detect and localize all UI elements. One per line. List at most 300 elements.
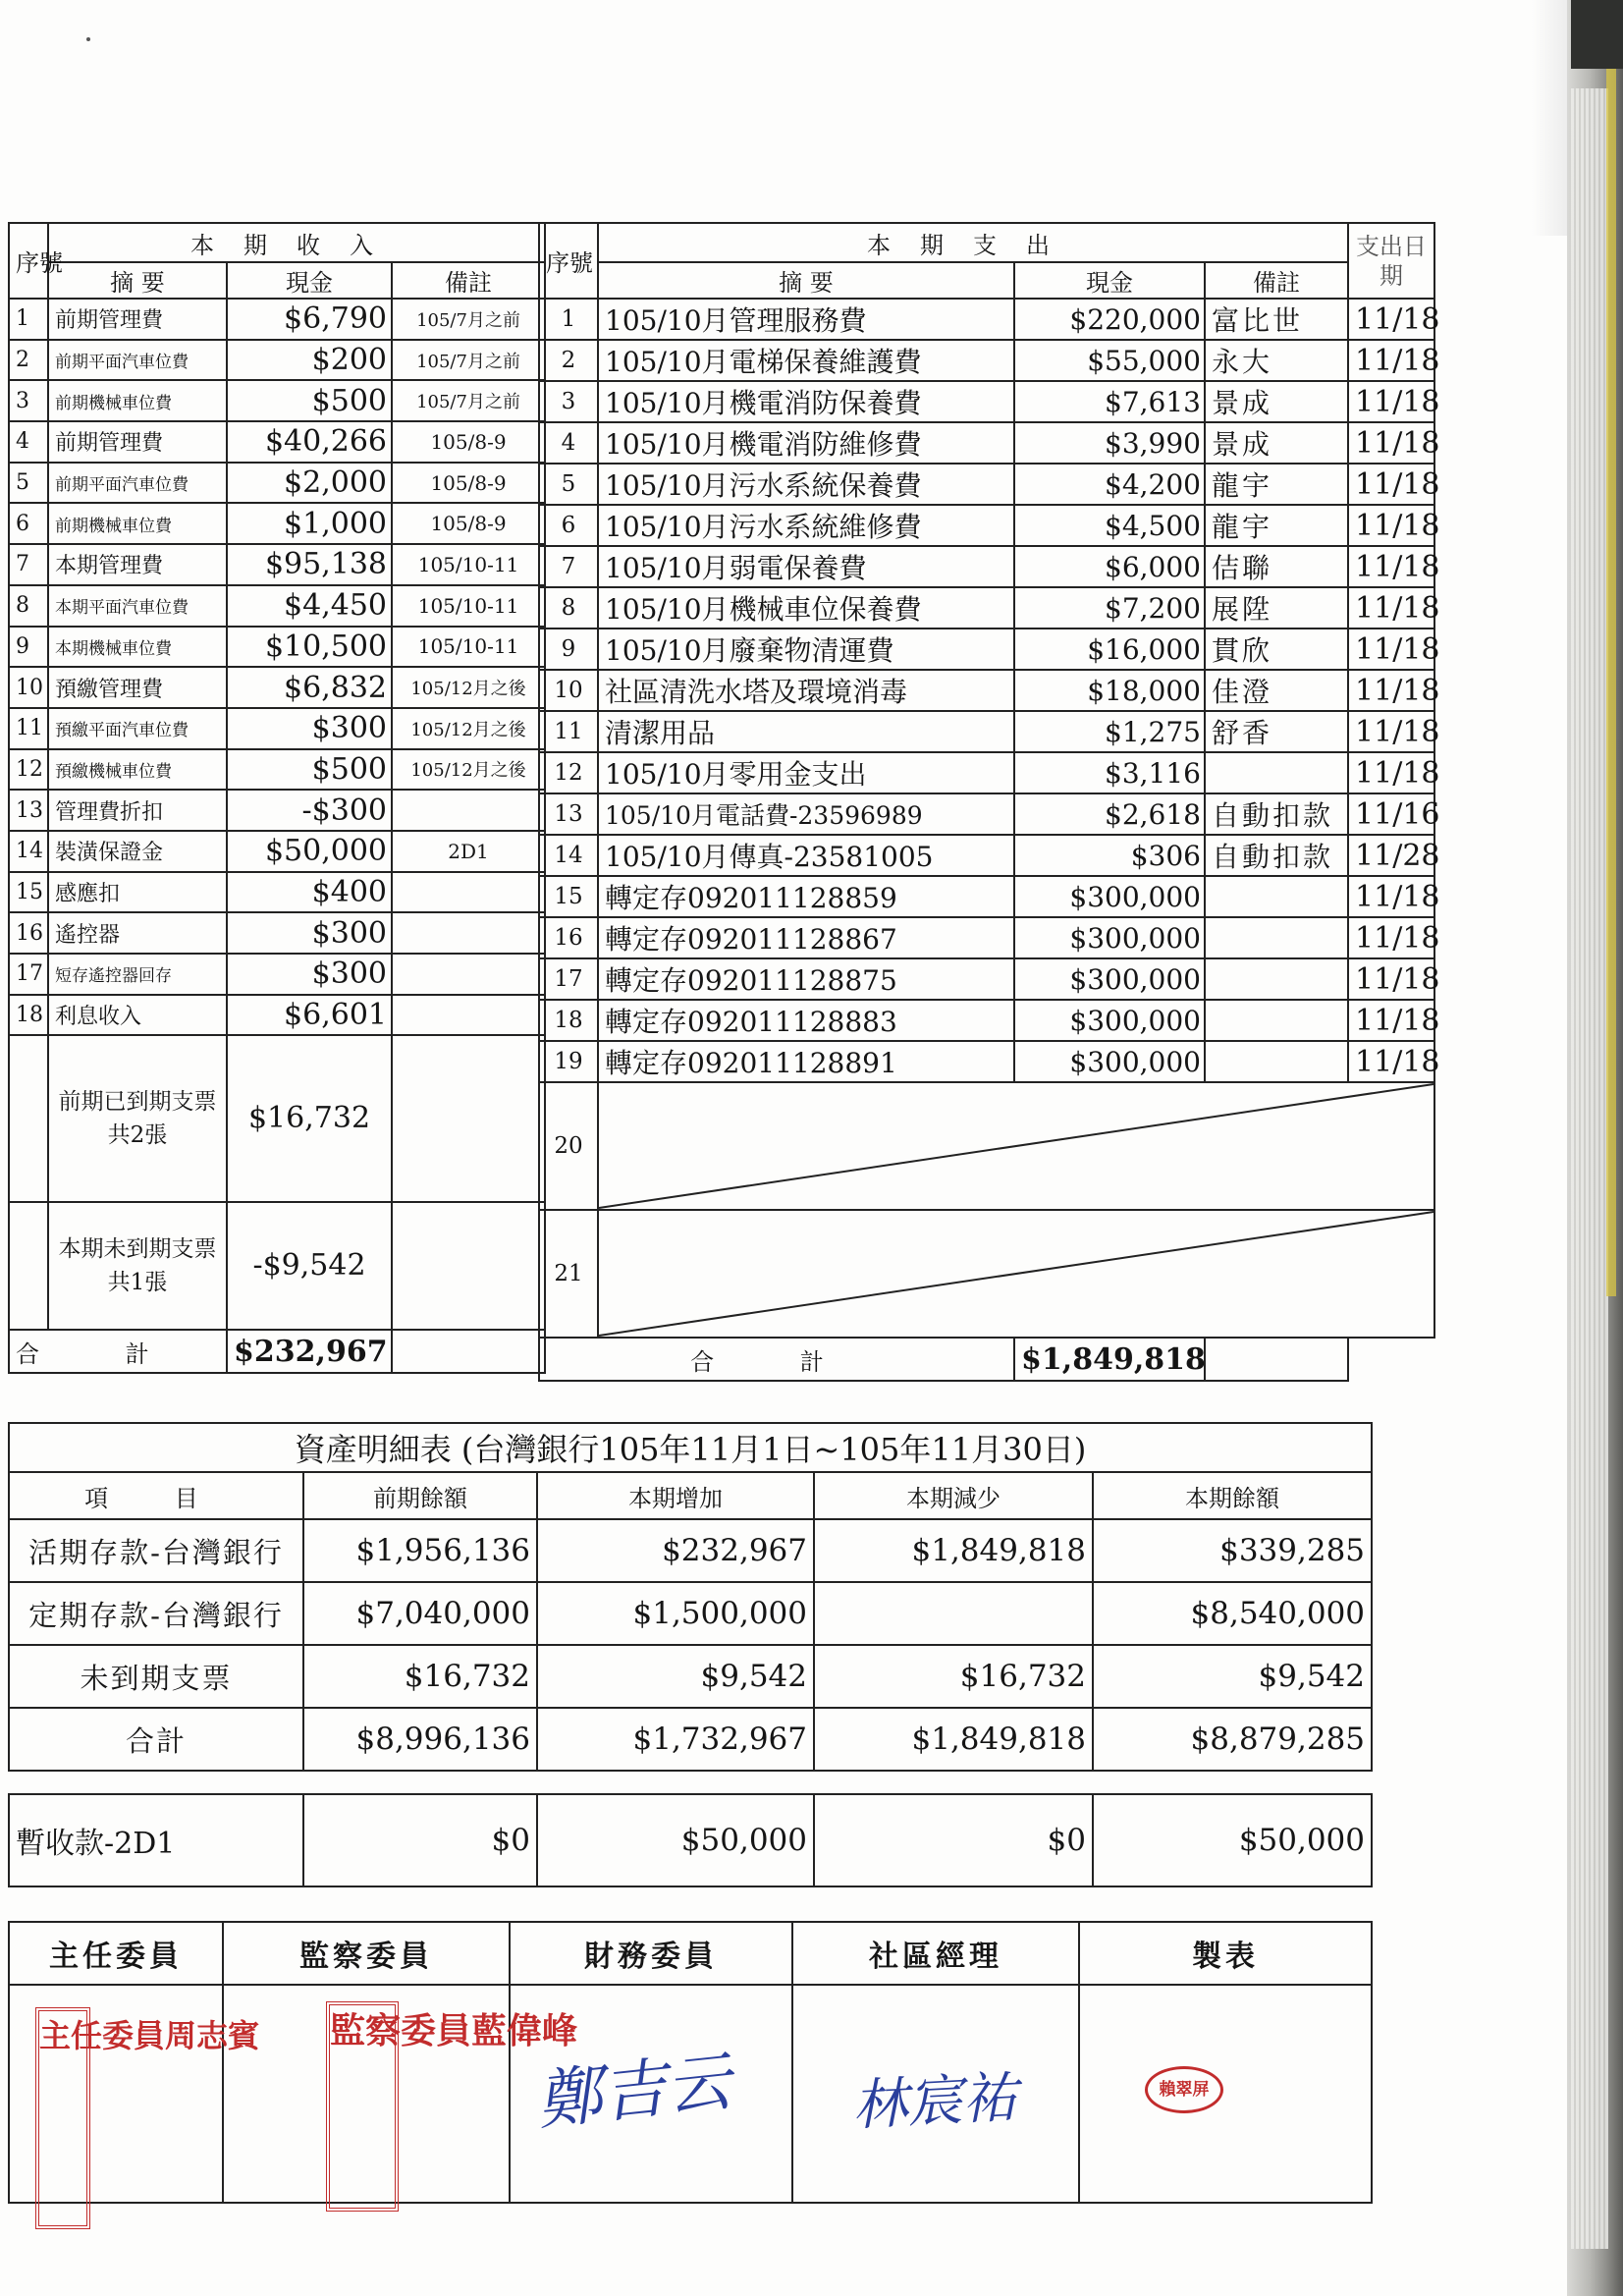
income-row (9, 544, 545, 585)
income-row (9, 463, 545, 504)
income-row (9, 954, 545, 995)
expense-amount: $300,000 (1014, 876, 1205, 917)
sig-header-supervisor: 監察委員 (223, 1922, 510, 1985)
income-item: 前期管理費 (48, 299, 227, 340)
expense-amount: $300,000 (1014, 917, 1205, 958)
expense-note: 龍宇 (1205, 464, 1348, 505)
income-amount-header: 現金 (227, 262, 392, 299)
expense-row (539, 299, 1434, 340)
asset-header-dec: 本期減少 (814, 1472, 1093, 1519)
asset-row (9, 1708, 1372, 1771)
asset-dec: $1,849,818 (814, 1708, 1093, 1771)
income-cheque-curr-note (392, 1202, 545, 1330)
asset-bal: $339,285 (1093, 1519, 1372, 1582)
expense-row (539, 629, 1434, 670)
income-seq: 9 (9, 627, 48, 668)
asset-dec: $1,849,818 (814, 1519, 1093, 1582)
suspense-prev: $0 (303, 1794, 537, 1886)
finance-signature: 鄭吉云 (533, 2043, 735, 2140)
expense-blank-row-b (539, 1210, 1434, 1338)
expense-total-label: 合 計 (539, 1338, 1014, 1381)
income-seq: 7 (9, 544, 48, 585)
scan-dot (86, 37, 90, 41)
expense-seq: 18 (539, 1000, 598, 1041)
income-seq: 13 (9, 790, 48, 831)
expense-amount: $1,275 (1014, 711, 1205, 752)
asset-header-bal: 本期餘額 (1093, 1472, 1372, 1519)
income-note: 105/7月之前 (392, 299, 545, 340)
income-item: 前期平面汽車位費 (48, 340, 227, 381)
income-seq: 8 (9, 585, 48, 627)
suspense-row (9, 1794, 1372, 1886)
expense-row (539, 835, 1434, 876)
suspense-name: 暫收款-2D1 (9, 1794, 303, 1886)
expense-seq: 11 (539, 711, 598, 752)
income-seq: 2 (9, 340, 48, 381)
expense-row (539, 381, 1434, 422)
expense-seq: 13 (539, 793, 598, 835)
asset-rows (9, 1519, 1372, 1771)
sig-header-maker: 製表 (1079, 1922, 1372, 1985)
expense-date: 11/18 (1348, 381, 1434, 422)
expense-item: 105/10月弱電保養費 (598, 546, 1014, 587)
suspense-dec: $0 (814, 1794, 1093, 1886)
income-row (9, 667, 545, 708)
expense-date: 11/18 (1348, 1041, 1434, 1082)
income-row (9, 340, 545, 381)
expense-note (1205, 1041, 1348, 1082)
expense-item: 105/10月電梯保養維護費 (598, 340, 1014, 381)
expense-strike-area-a (598, 1082, 1434, 1210)
income-rows (9, 299, 545, 1035)
income-amount: $40,266 (227, 421, 392, 463)
income-row (9, 749, 545, 791)
expense-row (539, 422, 1434, 464)
income-note (392, 872, 545, 913)
expense-date: 11/18 (1348, 752, 1434, 793)
income-amount: $6,601 (227, 995, 392, 1036)
asset-bal: $8,540,000 (1093, 1582, 1372, 1645)
asset-detail-table (8, 1422, 1373, 1887)
income-item: 感應扣 (48, 872, 227, 913)
expense-row (539, 1041, 1434, 1082)
income-row (9, 627, 545, 668)
expense-note (1205, 917, 1348, 958)
income-item: 管理費折扣 (48, 790, 227, 831)
income-amount: $50,000 (227, 831, 392, 872)
income-note: 105/10-11 (392, 585, 545, 627)
income-total-row (9, 1330, 545, 1373)
income-note: 105/10-11 (392, 627, 545, 668)
income-note: 105/8-9 (392, 503, 545, 544)
income-cheque-curr-seq (9, 1202, 48, 1330)
sig-cell-finance (510, 1985, 792, 2203)
income-cheque-prev-row (9, 1035, 545, 1202)
chair-seal: 主任委員周志賓 (35, 2007, 90, 2229)
expense-date: 11/18 (1348, 505, 1434, 546)
expense-item: 105/10月污水系統保養費 (598, 464, 1014, 505)
expense-item: 105/10月廢棄物清運費 (598, 629, 1014, 670)
expense-item: 105/10月傳真-23581005 (598, 835, 1014, 876)
sig-header-finance: 財務委員 (510, 1922, 792, 1985)
income-row (9, 995, 545, 1036)
expense-amount: $4,200 (1014, 464, 1205, 505)
expense-seq: 7 (539, 546, 598, 587)
income-seq: 6 (9, 503, 48, 544)
income-total-note (392, 1330, 545, 1373)
expense-date: 11/18 (1348, 876, 1434, 917)
expense-blank-seq-a: 20 (539, 1082, 598, 1210)
expense-amount: $300,000 (1014, 1000, 1205, 1041)
sig-cell-maker (1079, 1985, 1372, 2203)
expense-row (539, 587, 1434, 629)
income-amount: $6,832 (227, 667, 392, 708)
income-seq: 16 (9, 912, 48, 954)
expense-item-header: 摘 要 (598, 262, 1014, 299)
expense-strike-area-b (598, 1210, 1434, 1338)
income-table (8, 222, 546, 1374)
expense-row (539, 876, 1434, 917)
sig-cell-manager (792, 1985, 1079, 2203)
income-row (9, 585, 545, 627)
expense-note (1205, 958, 1348, 1000)
expense-row (539, 546, 1434, 587)
expense-seq: 10 (539, 670, 598, 711)
expense-amount: $3,116 (1014, 752, 1205, 793)
supervisor-seal: 監察委員藍偉峰 (326, 2001, 399, 2212)
expense-note (1205, 876, 1348, 917)
sig-cell-chair (9, 1985, 260, 2203)
expense-note (1205, 1000, 1348, 1041)
expense-date-header: 支出日期 (1348, 223, 1434, 299)
expense-row (539, 670, 1434, 711)
expense-date: 11/18 (1348, 1000, 1434, 1041)
strike-line-a (599, 1084, 1434, 1208)
sig-cell-supervisor (223, 1985, 578, 2203)
binder-pages (1571, 88, 1608, 2249)
expense-amount: $306 (1014, 835, 1205, 876)
expense-item: 社區清洗水塔及環境消毒 (598, 670, 1014, 711)
expense-item: 105/10月污水系統維修費 (598, 505, 1014, 546)
expense-amount: $220,000 (1014, 299, 1205, 340)
expense-item: 轉定存092011128875 (598, 958, 1014, 1000)
asset-gap (9, 1771, 1372, 1794)
expense-note: 永大 (1205, 340, 1348, 381)
expense-amount: $18,000 (1014, 670, 1205, 711)
income-item: 本期管理費 (48, 544, 227, 585)
strike-line-b (599, 1212, 1434, 1336)
manager-signature: 林宸祐 (850, 2065, 1019, 2139)
asset-name: 活期存款-台灣銀行 (9, 1519, 303, 1582)
income-cheque-curr-row (9, 1202, 545, 1330)
expense-seq: 12 (539, 752, 598, 793)
income-amount: $10,500 (227, 627, 392, 668)
expense-seq: 16 (539, 917, 598, 958)
expense-row (539, 958, 1434, 1000)
income-note: 105/7月之前 (392, 380, 545, 421)
income-total-label: 合 計 (9, 1330, 227, 1373)
income-item: 短存遙控器回存 (48, 954, 227, 995)
income-row (9, 872, 545, 913)
asset-row (9, 1645, 1372, 1708)
income-item: 前期平面汽車位費 (48, 463, 227, 504)
expense-date: 11/18 (1348, 422, 1434, 464)
income-item: 預繳管理費 (48, 667, 227, 708)
expense-amount: $16,000 (1014, 629, 1205, 670)
income-item: 預繳平面汽車位費 (48, 708, 227, 749)
asset-row (9, 1519, 1372, 1582)
binder-tab (1606, 0, 1616, 1296)
expense-row (539, 340, 1434, 381)
income-note-header: 備註 (392, 262, 545, 299)
expense-item: 轉定存092011128883 (598, 1000, 1014, 1041)
income-item: 利息收入 (48, 995, 227, 1036)
income-seq: 3 (9, 380, 48, 421)
income-total-amount: $232,967 (227, 1330, 392, 1373)
expense-amount: $2,618 (1014, 793, 1205, 835)
expense-seq: 3 (539, 381, 598, 422)
income-amount: $4,450 (227, 585, 392, 627)
expense-note: 舒香 (1205, 711, 1348, 752)
income-row (9, 831, 545, 872)
expense-seq: 5 (539, 464, 598, 505)
expense-amount: $4,500 (1014, 505, 1205, 546)
expense-item: 105/10月機電消防維修費 (598, 422, 1014, 464)
expense-title: 本期支出 (598, 223, 1348, 262)
expense-table (538, 222, 1440, 1382)
expense-item: 轉定存092011128859 (598, 876, 1014, 917)
income-note (392, 790, 545, 831)
income-row (9, 299, 545, 340)
income-row (9, 790, 545, 831)
income-amount: $500 (227, 749, 392, 791)
asset-prev: $7,040,000 (303, 1582, 537, 1645)
expense-date: 11/18 (1348, 958, 1434, 1000)
income-row (9, 912, 545, 954)
income-note: 105/10-11 (392, 544, 545, 585)
income-amount: $300 (227, 708, 392, 749)
income-item: 遙控器 (48, 912, 227, 954)
income-amount: $300 (227, 954, 392, 995)
income-note: 105/12月之後 (392, 708, 545, 749)
expense-date: 11/18 (1348, 464, 1434, 505)
asset-inc: $1,500,000 (537, 1582, 814, 1645)
income-amount: $200 (227, 340, 392, 381)
expense-note-header: 備註 (1205, 262, 1348, 299)
income-note: 105/8-9 (392, 463, 545, 504)
income-row (9, 503, 545, 544)
expense-total-date (1348, 1338, 1434, 1381)
income-amount: $2,000 (227, 463, 392, 504)
expense-seq: 8 (539, 587, 598, 629)
expense-date: 11/18 (1348, 587, 1434, 629)
expense-amount-header: 現金 (1014, 262, 1205, 299)
expense-date: 11/18 (1348, 670, 1434, 711)
expense-item: 轉定存092011128867 (598, 917, 1014, 958)
income-title: 本期收入 (48, 223, 545, 262)
expense-date: 11/18 (1348, 711, 1434, 752)
expense-note: 景成 (1205, 422, 1348, 464)
binder-top (1571, 0, 1623, 69)
asset-header-inc: 本期增加 (537, 1472, 814, 1519)
income-amount: $400 (227, 872, 392, 913)
income-seq: 4 (9, 421, 48, 463)
income-note (392, 995, 545, 1036)
expense-item: 105/10月電話費-23596989 (598, 793, 1014, 835)
expense-note: 佶聯 (1205, 546, 1348, 587)
suspense-inc: $50,000 (537, 1794, 814, 1886)
signature-table (8, 1921, 1373, 2204)
income-note (392, 954, 545, 995)
expense-note: 富比世 (1205, 299, 1348, 340)
expense-amount: $7,200 (1014, 587, 1205, 629)
expense-row (539, 711, 1434, 752)
income-row (9, 380, 545, 421)
income-item: 本期平面汽車位費 (48, 585, 227, 627)
asset-prev: $16,732 (303, 1645, 537, 1708)
income-note: 105/8-9 (392, 421, 545, 463)
income-amount: -$300 (227, 790, 392, 831)
expense-date: 11/28 (1348, 835, 1434, 876)
income-seq: 12 (9, 749, 48, 791)
income-seq: 14 (9, 831, 48, 872)
expense-amount: $300,000 (1014, 1041, 1205, 1082)
income-amount: $6,790 (227, 299, 392, 340)
income-note (392, 912, 545, 954)
asset-header-prev: 前期餘額 (303, 1472, 537, 1519)
expense-amount: $7,613 (1014, 381, 1205, 422)
income-item: 前期機械車位費 (48, 380, 227, 421)
income-amount: $500 (227, 380, 392, 421)
asset-prev: $1,956,136 (303, 1519, 537, 1582)
expense-rows (539, 299, 1440, 1082)
expense-amount: $55,000 (1014, 340, 1205, 381)
asset-table-title: 資產明細表 (台灣銀行105年11月1日~105年11月30日) (9, 1423, 1372, 1472)
income-seq: 17 (9, 954, 48, 995)
income-item: 預繳機械車位費 (48, 749, 227, 791)
income-seq: 18 (9, 995, 48, 1036)
paper-edge (1532, 0, 1569, 236)
income-amount: $1,000 (227, 503, 392, 544)
income-amount: $95,138 (227, 544, 392, 585)
income-cheque-curr-amount: -$9,542 (227, 1202, 392, 1330)
income-item: 本期機械車位費 (48, 627, 227, 668)
expense-item: 轉定存092011128891 (598, 1041, 1014, 1082)
expense-seq: 15 (539, 876, 598, 917)
income-item: 前期機械車位費 (48, 503, 227, 544)
income-cheque-prev-note (392, 1035, 545, 1202)
expense-note (1205, 752, 1348, 793)
expense-amount: $3,990 (1014, 422, 1205, 464)
expense-seq: 14 (539, 835, 598, 876)
expense-row (539, 793, 1434, 835)
income-item: 前期管理費 (48, 421, 227, 463)
asset-name: 未到期支票 (9, 1645, 303, 1708)
income-note: 2D1 (392, 831, 545, 872)
expense-row (539, 1000, 1434, 1041)
expense-item: 105/10月管理服務費 (598, 299, 1014, 340)
expense-date: 11/18 (1348, 917, 1434, 958)
expense-date: 11/18 (1348, 546, 1434, 587)
asset-prev: $8,996,136 (303, 1708, 537, 1771)
income-cheque-prev-seq (9, 1035, 48, 1202)
expense-note: 自動扣款 (1205, 835, 1348, 876)
asset-name: 合計 (9, 1708, 303, 1771)
asset-name: 定期存款-台灣銀行 (9, 1582, 303, 1645)
expense-amount: $300,000 (1014, 958, 1205, 1000)
expense-seq: 9 (539, 629, 598, 670)
asset-dec: $16,732 (814, 1645, 1093, 1708)
expense-date: 11/18 (1348, 340, 1434, 381)
expense-note: 自動扣款 (1205, 793, 1348, 835)
income-seq: 15 (9, 872, 48, 913)
asset-header-item: 項 目 (9, 1472, 303, 1519)
asset-inc: $1,732,967 (537, 1708, 814, 1771)
expense-row (539, 752, 1434, 793)
expense-item: 105/10月機電消防保養費 (598, 381, 1014, 422)
expense-date: 11/16 (1348, 793, 1434, 835)
income-seq: 11 (9, 708, 48, 749)
expense-seq: 17 (539, 958, 598, 1000)
expense-amount: $6,000 (1014, 546, 1205, 587)
suspense-bal: $50,000 (1093, 1794, 1372, 1886)
income-note: 105/12月之後 (392, 667, 545, 708)
expense-item: 105/10月零用金支出 (598, 752, 1014, 793)
expense-row (539, 917, 1434, 958)
income-seq: 1 (9, 299, 48, 340)
expense-date: 11/18 (1348, 629, 1434, 670)
expense-seq: 6 (539, 505, 598, 546)
expense-seq: 19 (539, 1041, 598, 1082)
expense-blank-row-a (539, 1082, 1434, 1210)
expense-total-note (1205, 1338, 1348, 1381)
expense-note: 佳澄 (1205, 670, 1348, 711)
expense-row (539, 505, 1434, 546)
expense-date: 11/18 (1348, 299, 1434, 340)
expense-seq: 2 (539, 340, 598, 381)
income-note: 105/7月之前 (392, 340, 545, 381)
income-note: 105/12月之後 (392, 749, 545, 791)
income-row (9, 708, 545, 749)
expense-note: 景成 (1205, 381, 1348, 422)
asset-row (9, 1582, 1372, 1645)
expense-item: 105/10月機械車位保養費 (598, 587, 1014, 629)
expense-note: 龍宇 (1205, 505, 1348, 546)
maker-seal: 賴翠屏 (1145, 2066, 1223, 2113)
income-row (9, 421, 545, 463)
expense-blank-seq-b: 21 (539, 1210, 598, 1338)
income-seq-header: 序號 (9, 223, 48, 299)
income-cheque-curr-item: 本期未到期支票共1張 (48, 1202, 227, 1330)
income-cheque-prev-item: 前期已到期支票共2張 (48, 1035, 227, 1202)
expense-note: 展陞 (1205, 587, 1348, 629)
expense-seq: 1 (539, 299, 598, 340)
expense-note: 貫欣 (1205, 629, 1348, 670)
income-item: 裝潢保證金 (48, 831, 227, 872)
expense-total-row (539, 1338, 1434, 1381)
income-amount: $300 (227, 912, 392, 954)
expense-item: 清潔用品 (598, 711, 1014, 752)
income-seq: 10 (9, 667, 48, 708)
expense-total-amount: $1,849,818 (1014, 1338, 1205, 1381)
asset-bal: $8,879,285 (1093, 1708, 1372, 1771)
asset-inc: $9,542 (537, 1645, 814, 1708)
sig-header-chair: 主任委員 (9, 1922, 223, 1985)
asset-dec (814, 1582, 1093, 1645)
asset-inc: $232,967 (537, 1519, 814, 1582)
expense-seq-header: 序號 (539, 223, 598, 299)
income-seq: 5 (9, 463, 48, 504)
